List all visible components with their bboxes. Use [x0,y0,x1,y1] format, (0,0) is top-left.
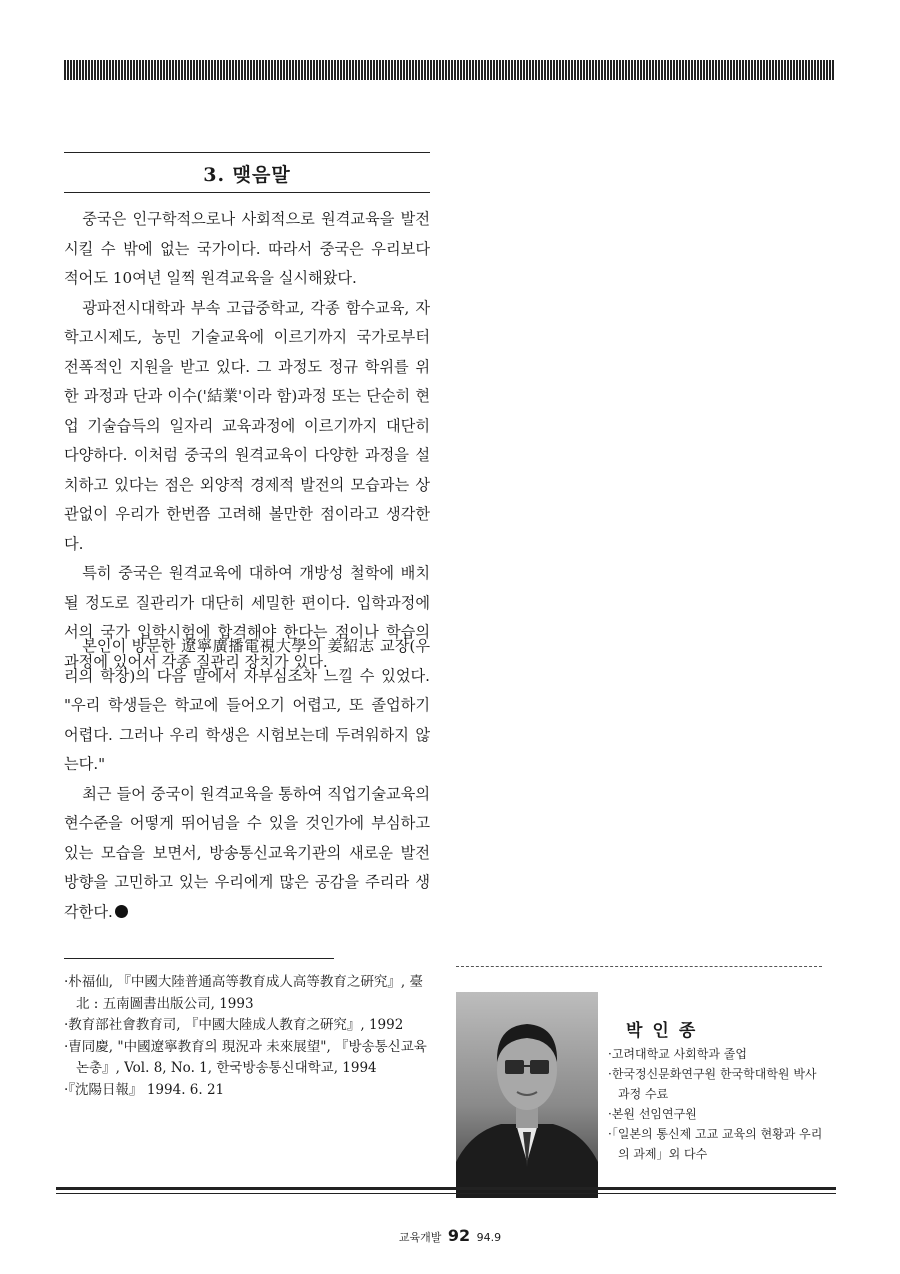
page-footer [0,1226,900,1245]
reference-item: ·曺同慶, "中國遼寧教育의 現況과 未來展望", 『방송통신교육논총』, Vol. 8, No. 1, 한국방송통신대학교, 1994 [64,1038,427,1076]
author-photo [456,992,598,1198]
section-rule-bottom [64,192,430,193]
references [64,972,434,1101]
paragraph: 특히 중국은 원격교육에 대하여 개방성 철학에 배치될 정도로 질관리가 대단히 세밀한 편이다. 입학과정에서의 국가 입학시험에 합격해야 한다는 점이나 학습의 과정에 있어서 각종 질관리 장치가 있다. [64,564,430,671]
author-name: 박인종 [626,1021,706,1041]
top-decorative-bar [64,60,834,80]
paragraph [64,780,430,928]
author-box-rule [456,966,822,967]
reference-item: ·朴福仙, 『中國大陸普通高等教育成人高等教育之硏究』, 臺北 : 五南圖書出版公司, 1993 [64,974,423,1012]
body-text-lower [64,632,430,927]
bottom-rule-thin [56,1193,836,1194]
section-rule-top [64,152,430,153]
body-text-upper [64,205,430,677]
end-mark-icon [115,905,128,918]
reference-item: ·教育部社會教育司, 『中國大陸成人教育之硏究』, 1992 [64,1017,404,1033]
bio-item: ·「일본의 통신제 고교 교육의 현황과 우리의 과제」외 다수 [608,1127,823,1161]
reference-item: ·『沈陽日報』 1994. 6. 21 [64,1081,225,1098]
author-bio [608,1044,828,1164]
paragraph-text: 최근 들어 중국이 원격교육을 통하여 직업기술교육의 현수준을 어떻게 뛰어넘을 수 있을 것인가에 부심하고 있는 모습을 보면서, 방송통신교육기관의 새로운 발전 방향을 고민하고 있는 우리에게 많은 공감을 주리라 생각한다. [64,784,430,921]
page-number: 92 [447,1226,471,1245]
bio-item: ·본원 선임연구원 [608,1107,697,1121]
references-rule [64,958,334,959]
journal-name: 교육개발 [398,1231,442,1244]
bio-item: ·한국정신문화연구원 한국학대학원 박사과정 수료 [608,1067,817,1101]
paragraph: 광파전시대학과 부속 고급중학교, 각종 함수교육, 자학고시제도, 농민 기술교육에 이르기까지 국가로부터 전폭적인 지원을 받고 있다. 그 과정도 정규 학위를 위한 과정과 단과 이수('結業'이라 함)과정 또는 단순히 현업 기술습득의 일자리 교육과정에 이르기까지 대단히 다양하다. 이처럼 중국의 원격교육이 다양한 과정을 설치하고 있다는 점은 외양적 경제적 발전의 모습과는 상관없이 우리가 한번쯤 고려해 볼만한 점이라고 생각한다. [64,298,430,553]
section-title: 3. 맺음말 [203,164,291,186]
bottom-rule [56,1187,836,1190]
bio-item: ·고려대학교 사회학과 졸업 [608,1047,747,1061]
paragraph: 중국은 인구학적으로나 사회적으로 원격교육을 발전시킬 수 밖에 없는 국가이다. 따라서 중국은 우리보다 적어도 10여년 일찍 원격교육을 실시해왔다. [64,210,430,287]
issue-date: 94.9 [476,1231,502,1244]
paragraph: 본인이 방문한 遼寧廣播電視大學의 姜紹志 교장(우리의 학장)의 다음 말에서 자부심조차 느낄 수 있었다. "우리 학생들은 학교에 들어오기 어렵고, 또 졸업하기 어렵다. 그러나 우리 학생은 시험보는데 두려워하지 않는다." [64,637,430,773]
